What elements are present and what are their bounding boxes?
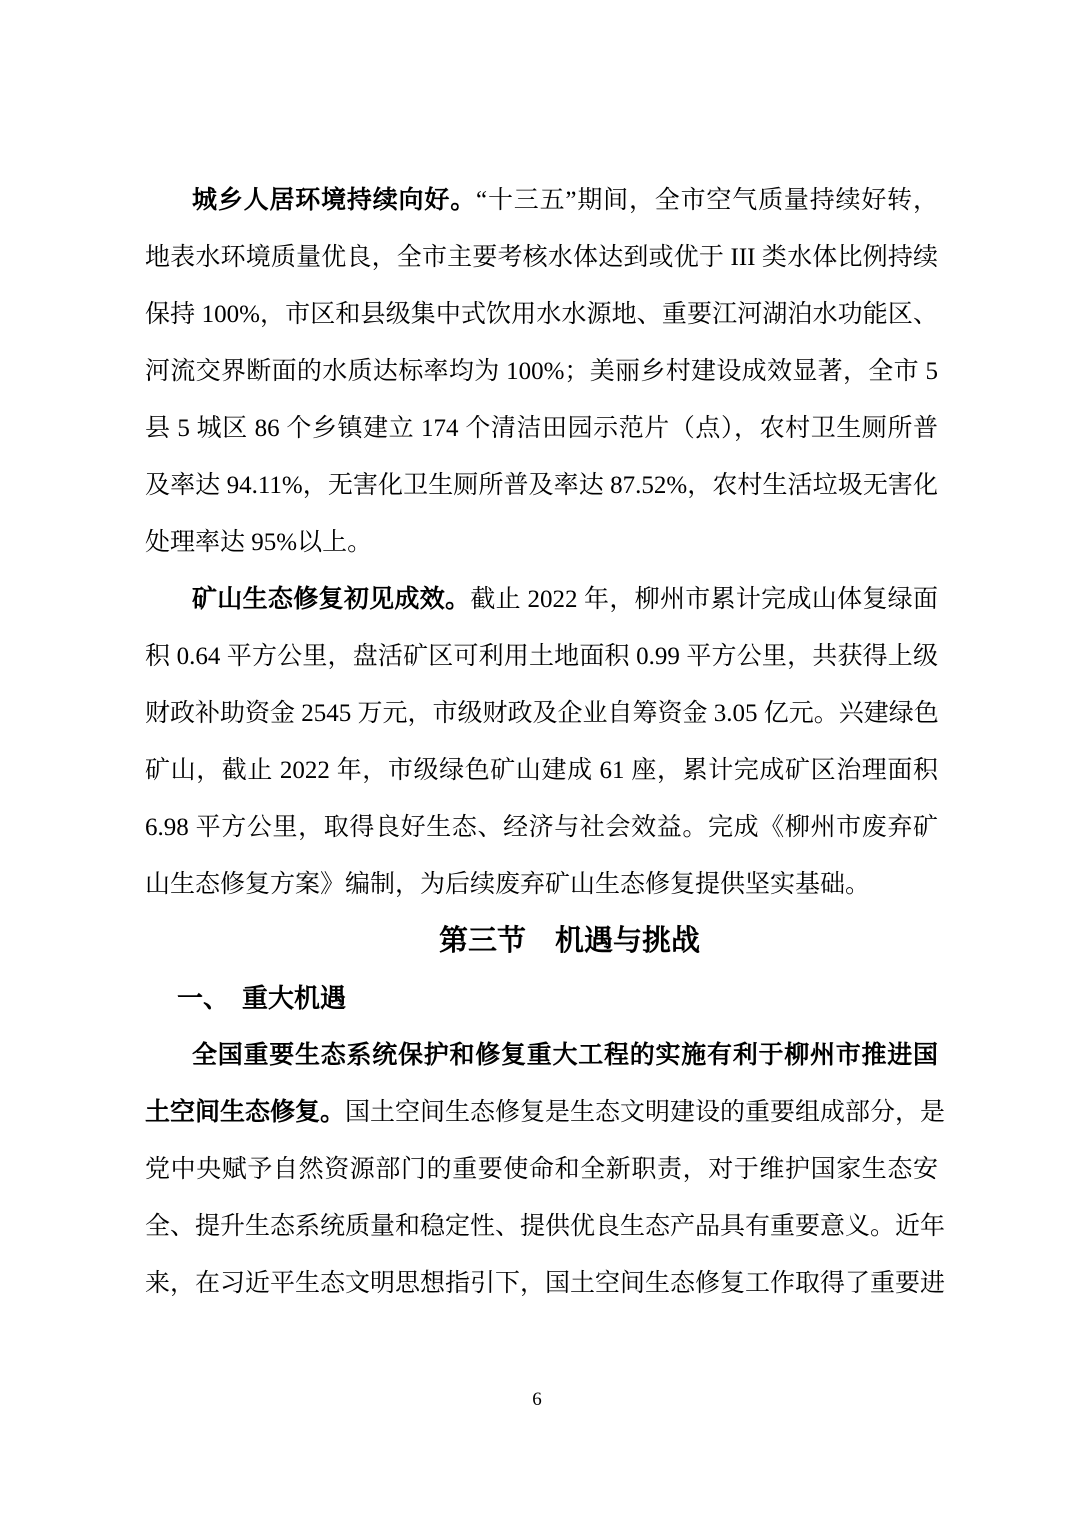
line-text: 处理率达 95%以上。 — [145, 529, 373, 556]
line-text: 保持 100%，市区和县级集中式饮用水水源地、重要江河湖泊水功能区、 — [145, 301, 938, 328]
bold-lead-text: 城乡人居环境持续向好。 — [192, 186, 477, 214]
para-mine-ecological-restoration — [145, 571, 938, 913]
bold-lead-text: 土空间生态修复。 — [145, 1098, 346, 1126]
document-body — [145, 172, 946, 1312]
line-text: 河流交界断面的水质达标率均为 100%；美丽乡村建设成效显著，全市 5 — [145, 358, 938, 385]
text-line — [145, 742, 938, 799]
subheading-major-opportunities: 一、 重大机遇 — [177, 983, 347, 1013]
text-line — [145, 229, 938, 286]
text-line — [145, 1027, 938, 1084]
line-text: 截止 2022 年，柳州市累计完成山体复绿面 — [470, 586, 938, 613]
text-line — [145, 172, 938, 229]
text-line — [145, 628, 938, 685]
text-line — [145, 799, 938, 856]
text-line — [145, 1141, 938, 1198]
text-line — [145, 343, 938, 400]
line-text: 及率达 94.11%，无害化卫生厕所普及率达 87.52%，农村生活垃圾无害化 — [145, 472, 938, 499]
bold-lead-text: 矿山生态修复初见成效。 — [192, 585, 471, 613]
text-line — [145, 286, 938, 343]
text-line — [145, 514, 938, 571]
line-text: 6.98 平方公里，取得良好生态、经济与社会效益。完成《柳州市废弃矿 — [145, 814, 938, 841]
line-text: 山生态修复方案》编制，为后续废弃矿山生态修复提供坚实基础。 — [145, 871, 871, 898]
line-text: 来，在习近平生态文明思想指引下，国土空间生态修复工作取得了重要进 — [145, 1270, 946, 1297]
text-line — [145, 1255, 946, 1312]
line-text: 矿山，截止 2022 年，市级绿色矿山建成 61 座，累计完成矿区治理面积 — [145, 757, 938, 784]
line-text: “十三五”期间，全市空气质量持续好转， — [476, 187, 938, 214]
line-text: 全、提升生态系统质量和稳定性、提供优良生态产品具有重要意义。近年 — [145, 1213, 946, 1240]
para-urban-rural-environment — [145, 172, 938, 571]
para-national-major-projects — [145, 1027, 946, 1312]
text-line — [145, 400, 938, 457]
line-text: 党中央赋予自然资源部门的重要使命和全新职责，对于维护国家生态安 — [145, 1156, 938, 1183]
line-text: 县 5 城区 86 个乡镇建立 174 个清洁田园示范片（点），农村卫生厕所普 — [145, 415, 938, 442]
bold-lead-text: 全国重要生态系统保护和修复重大工程的实施有利于柳州市推进国 — [192, 1041, 938, 1069]
text-line — [145, 856, 938, 913]
text-line — [145, 457, 938, 514]
section-heading: 第三节 机遇与挑战 — [438, 925, 700, 957]
line-text: 财政补助资金 2545 万元，市级财政及企业自筹资金 3.05 亿元。兴建绿色 — [145, 700, 939, 727]
body-paragraphs-top — [145, 172, 938, 913]
body-paragraphs-bottom — [145, 1027, 946, 1312]
text-line — [145, 1084, 946, 1141]
text-line — [145, 1198, 946, 1255]
text-line — [145, 571, 938, 628]
page-number: 6 — [532, 1389, 542, 1410]
line-text: 积 0.64 平方公里，盘活矿区可利用土地面积 0.99 平方公里，共获得上级 — [145, 643, 938, 670]
text-line — [145, 685, 938, 742]
line-text: 国土空间生态修复是生态文明建设的重要组成部分，是 — [345, 1099, 946, 1126]
line-text: 地表水环境质量优良，全市主要考核水体达到或优于 III 类水体比例持续 — [145, 244, 938, 271]
